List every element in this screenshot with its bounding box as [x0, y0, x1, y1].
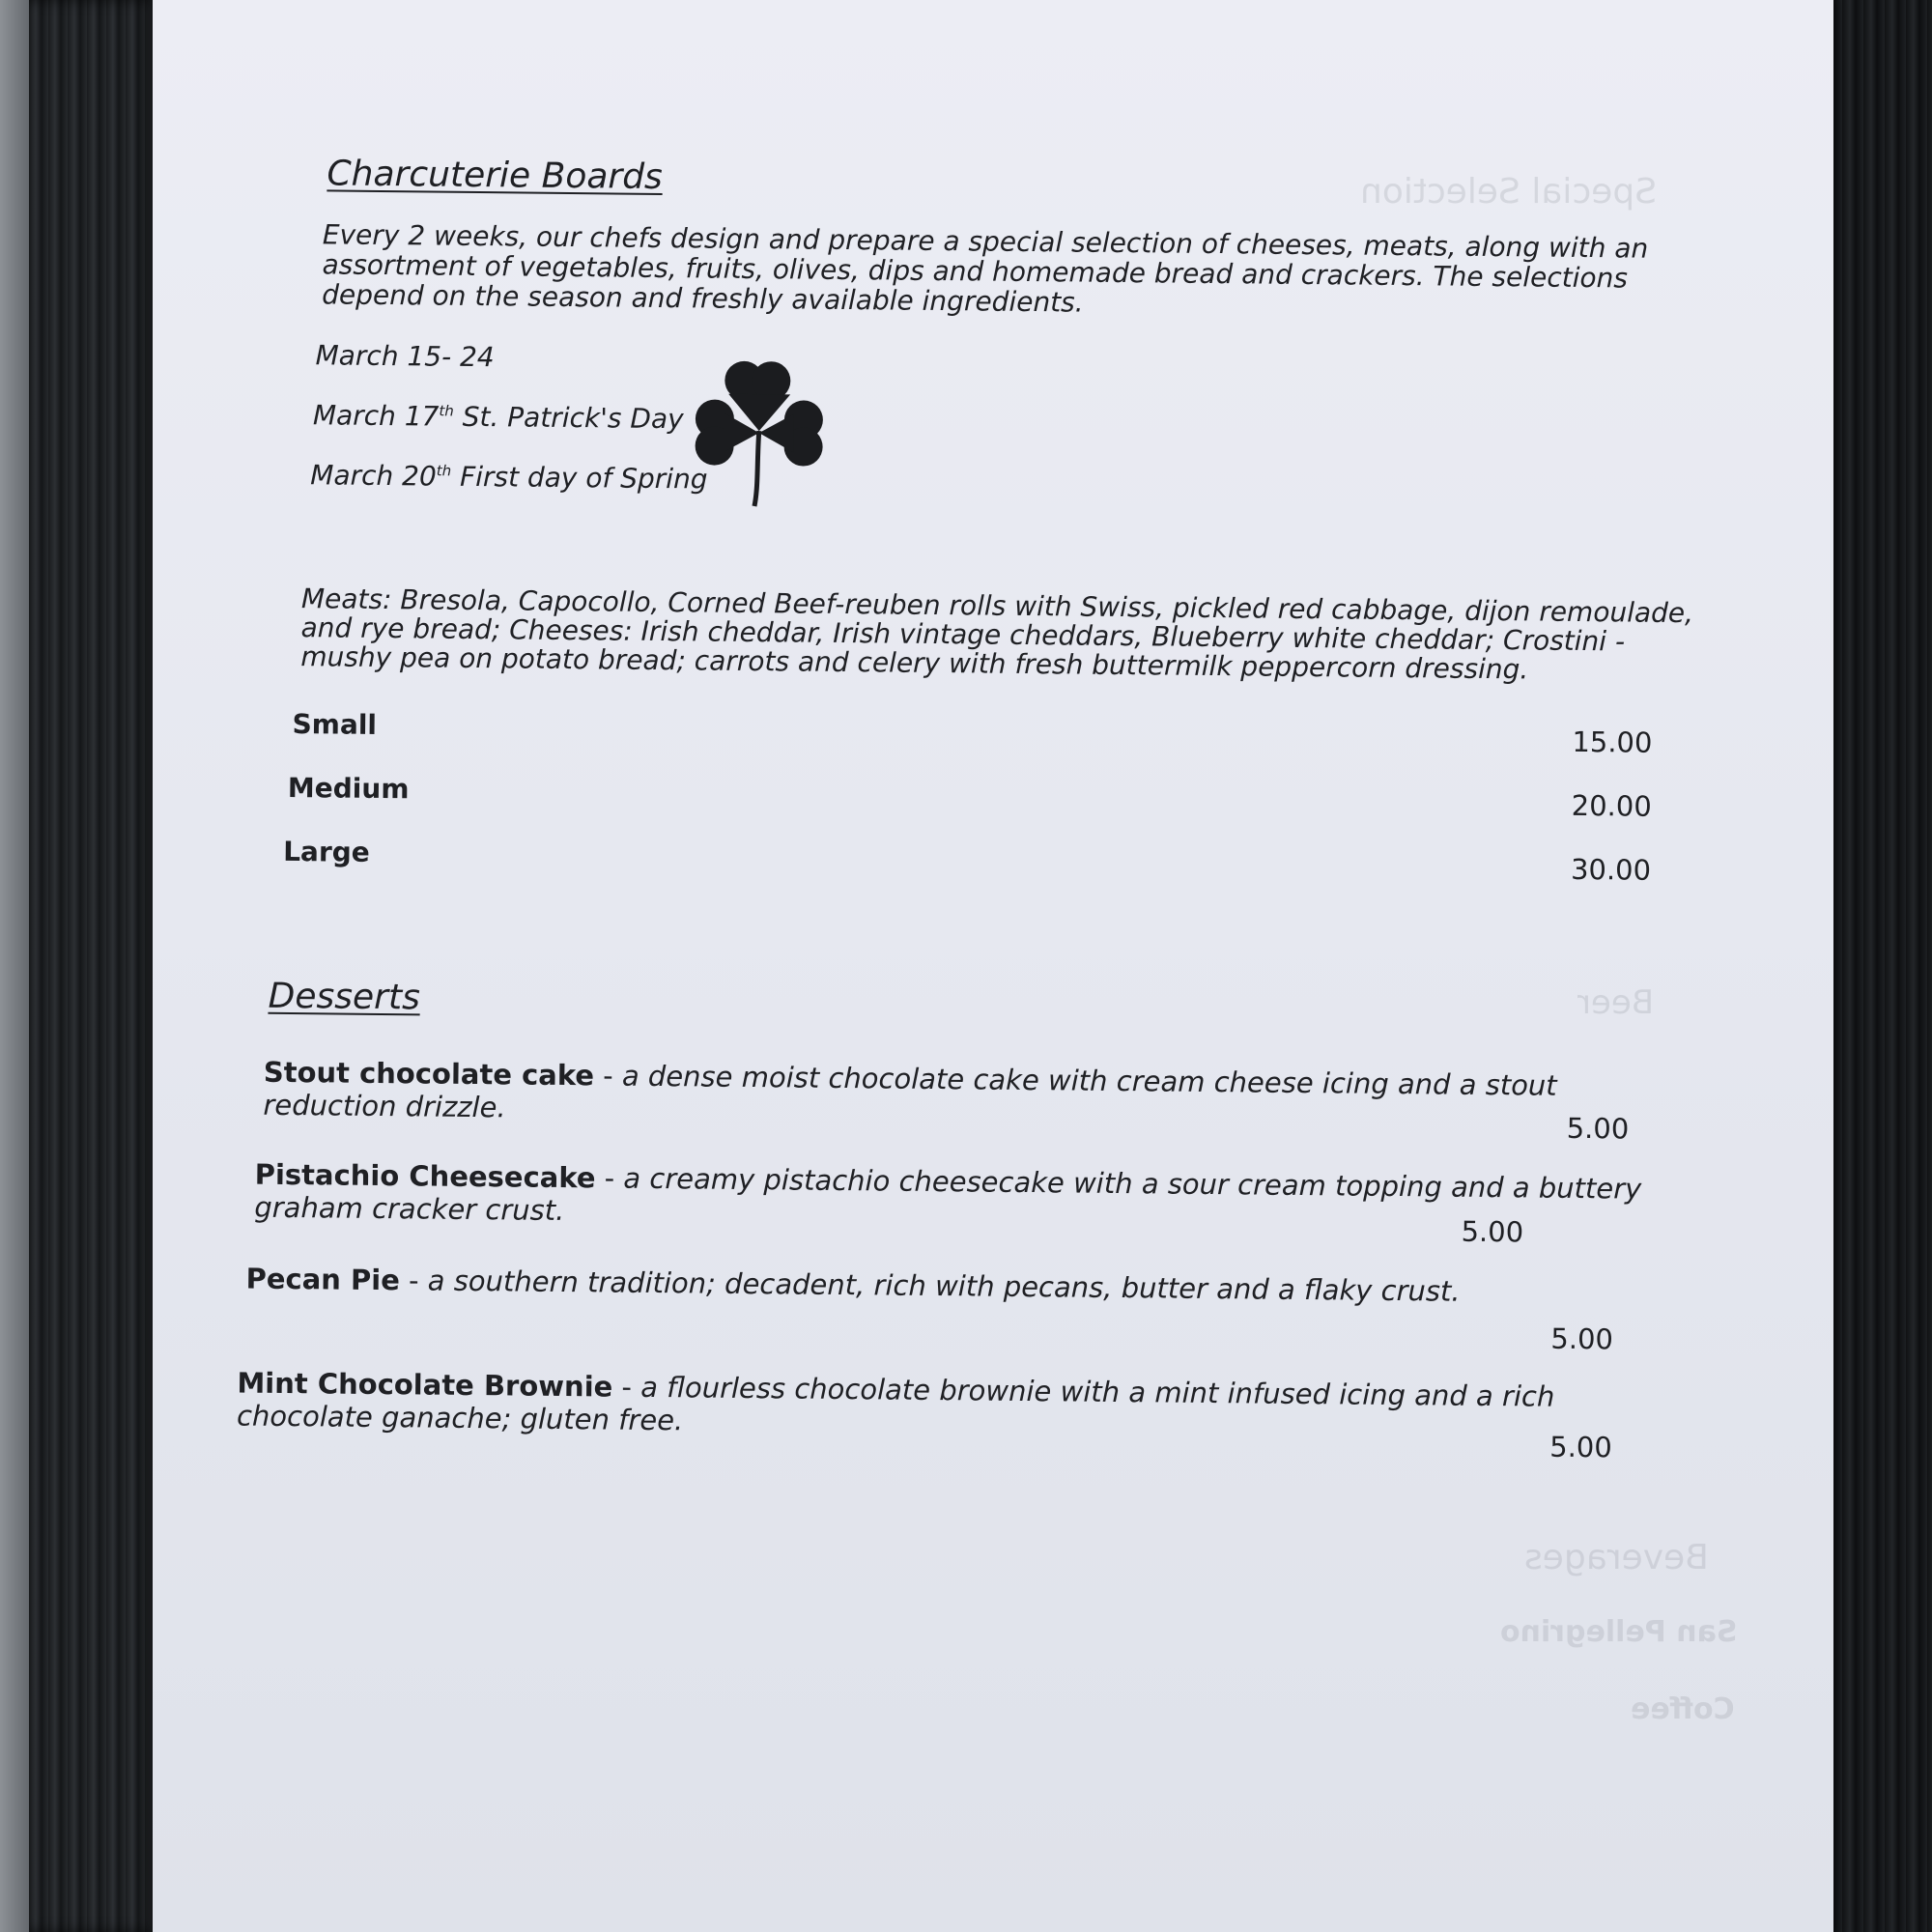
bleed-through-heading: Beer [1577, 983, 1655, 1022]
size-label-small: Small [292, 708, 378, 741]
dessert-item: Pecan Pie - a southern tradition; decadent, rich with pecans, butter and a flaky crust. [245, 1262, 1461, 1308]
menu-binder-left [29, 0, 159, 1932]
dessert-item: Pistachio Cheesecake - a creamy pistachio cheesecake with a sour cream topping and a buttery graham cracker crust. [254, 1157, 1642, 1228]
charcuterie-date-st-patricks: March 17th St. Patrick's Day [312, 399, 684, 436]
dessert-item: Mint Chocolate Brownie - a flourless chocolate brownie with a mint infused icing and a rich chocolate ganache; gluten free. [236, 1366, 1555, 1437]
price-small: 15.00 [1572, 724, 1653, 759]
charcuterie-heading: Charcuterie Boards [327, 154, 664, 198]
desserts-heading: Desserts [268, 976, 421, 1018]
bleed-through-heading: Beverages [1524, 1538, 1709, 1577]
size-label-large: Large [283, 835, 370, 868]
bleed-through-heading: Special Selection [1360, 172, 1658, 212]
dessert-item: Stout chocolate cake - a dense moist chocolate cake with cream cheese icing and a stout reduction drizzle. [263, 1055, 1557, 1124]
dessert-price: 5.00 [1566, 1111, 1630, 1146]
bleed-through-text: San Pellegrino [1500, 1615, 1738, 1649]
bleed-through-text: Coffee [1631, 1692, 1735, 1726]
dessert-price: 5.00 [1461, 1214, 1524, 1249]
dessert-price: 5.00 [1550, 1321, 1614, 1356]
dessert-price: 5.00 [1549, 1430, 1612, 1464]
charcuterie-date-range: March 15- 24 [315, 339, 495, 374]
shamrock-icon [689, 355, 836, 511]
menu-binder-right [1821, 0, 1932, 1932]
price-large: 30.00 [1570, 852, 1652, 887]
menu-content [153, 0, 1833, 1932]
charcuterie-intro: Every 2 weeks, our chefs design and prepare a special selection of cheeses, meats, along with an assortment of vegetables, fruits, olives, dips and homemade bread and crackers. The selections depend on the season and freshly available ingredients. [322, 218, 1649, 319]
size-label-medium: Medium [287, 771, 410, 806]
price-medium: 20.00 [1571, 788, 1652, 823]
charcuterie-date-spring: March 20th First day of Spring [310, 459, 708, 496]
menu-page [153, 0, 1833, 1932]
charcuterie-details: Meats: Bresola, Capocollo, Corned Beef-reuben rolls with Swiss, pickled red cabbage, dijon remoulade, and rye bread; Cheeses: Irish cheddar, Irish vintage cheddars, Blueberry white cheddar; Crostini - mushy pea on potato bread; carrots and celery with fresh buttermilk peppercorn dressing. [300, 582, 1694, 686]
